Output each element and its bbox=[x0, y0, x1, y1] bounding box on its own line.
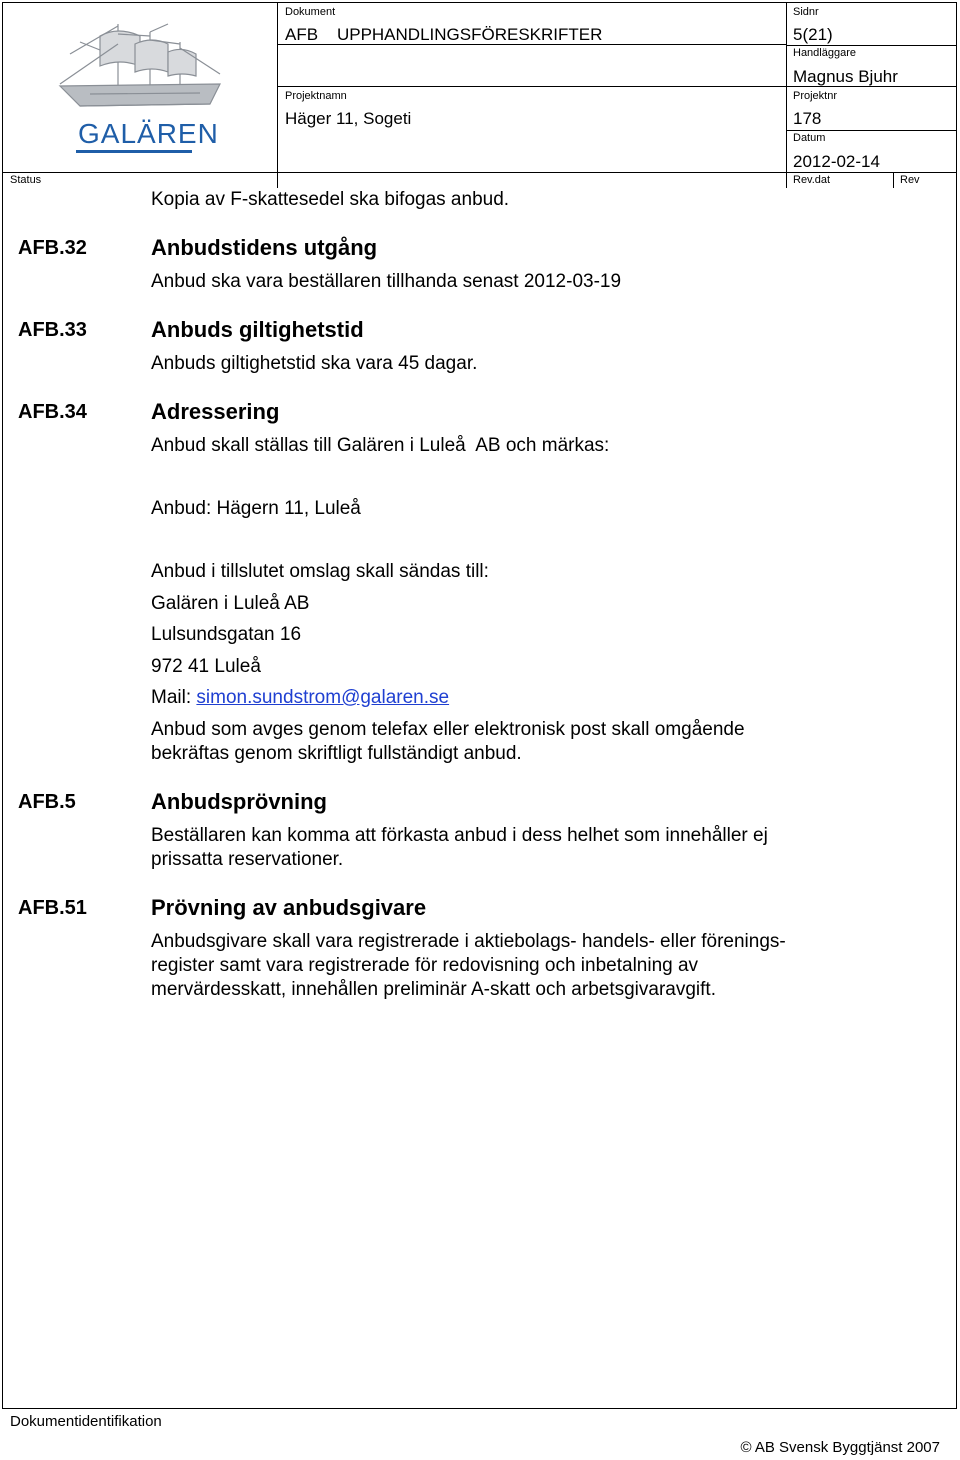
header-bottom-line bbox=[2, 172, 957, 173]
status-label: Status bbox=[10, 174, 42, 186]
section-code: AFB.33 bbox=[18, 319, 87, 341]
mail-line bbox=[151, 686, 449, 710]
header-row2-line bbox=[786, 45, 957, 46]
ship-icon bbox=[40, 14, 240, 124]
address-city: 972 41 Luleå bbox=[151, 656, 261, 677]
address-company: Galären i Luleå AB bbox=[151, 593, 310, 614]
section-title: Anbuds giltighetstid bbox=[151, 317, 364, 342]
section-text-line-2: register samt vara registrerade för redovisning och inbetalning av bbox=[151, 955, 699, 976]
address-street: Lulsundsgatan 16 bbox=[151, 624, 302, 645]
copyright-text: © AB Svensk Byggtjänst 2007 bbox=[740, 1439, 940, 1456]
header-divider-right bbox=[786, 2, 787, 188]
dokument-value: AFB UPPHANDLINGSFÖRESKRIFTER bbox=[285, 25, 603, 44]
section-title: Anbudstidens utgång bbox=[151, 235, 378, 260]
header-rev-divider bbox=[893, 172, 894, 188]
section-code: AFB.5 bbox=[18, 791, 76, 813]
revdat-label: Rev.dat bbox=[793, 174, 831, 186]
header-row4-line bbox=[786, 130, 957, 131]
page-frame bbox=[2, 2, 957, 1409]
logo-text: GALÄREN bbox=[78, 118, 219, 149]
section-code: AFB.34 bbox=[18, 401, 87, 423]
section-code: AFB.51 bbox=[18, 897, 87, 919]
sidnr-label: Sidnr bbox=[793, 6, 819, 18]
section-title: Adressering bbox=[151, 399, 280, 424]
galaren-logo bbox=[40, 14, 240, 164]
confirm-line-1: Anbud som avges genom telefax eller elektronisk post skall omgående bbox=[151, 719, 745, 740]
projektnamn-value: Häger 11, Sogeti bbox=[285, 109, 412, 128]
section-text-line-1: Beställaren kan komma att förkasta anbud i dess helhet som innehåller ej bbox=[151, 825, 768, 846]
section-text-line-3: mervärdesskatt, innehållen preliminär A-skatt och arbetsgivaravgift. bbox=[151, 979, 716, 1000]
mail-label: Mail: bbox=[151, 687, 197, 708]
projektnr-value: 178 bbox=[793, 109, 822, 128]
projektnamn-label: Projektnamn bbox=[285, 90, 347, 102]
dokument-label: Dokument bbox=[285, 6, 336, 18]
confirm-line-2: bekräftas genom skriftligt fullständigt anbud. bbox=[151, 743, 522, 764]
section-title: Prövning av anbudsgivare bbox=[151, 895, 427, 920]
mail-link[interactable]: simon.sundstrom@galaren.se bbox=[196, 687, 450, 708]
rev-label: Rev bbox=[900, 174, 920, 186]
header-divider-left bbox=[277, 2, 278, 188]
handlaggare-value: Magnus Bjuhr bbox=[793, 67, 898, 86]
logo-underline bbox=[76, 150, 192, 153]
section-text-line-1: Anbudsgivare skall vara registrerade i aktiebolags- handels- eller förenings- bbox=[151, 931, 786, 952]
datum-label: Datum bbox=[793, 132, 826, 144]
section-code: AFB.32 bbox=[18, 237, 87, 259]
projektnr-label: Projektnr bbox=[793, 90, 838, 102]
datum-value: 2012-02-14 bbox=[793, 152, 880, 171]
section-text: Anbud skall ställas till Galären i Luleå AB och märkas: bbox=[151, 435, 610, 456]
section-text: Anbuds giltighetstid ska vara 45 dagar. bbox=[151, 353, 478, 374]
doc-id-label: Dokumentidentifikation bbox=[10, 1413, 162, 1430]
sidnr-value: 5(21) bbox=[793, 25, 833, 44]
intro-line: Kopia av F-skattesedel ska bifogas anbud. bbox=[151, 189, 510, 210]
section-title: Anbudsprövning bbox=[151, 789, 327, 814]
section-text: Anbud ska vara beställaren tillhanda senast 2012-03-19 bbox=[151, 271, 622, 292]
handlaggare-label: Handläggare bbox=[793, 47, 856, 59]
section-text-line-2: prissatta reservationer. bbox=[151, 849, 344, 870]
marking-line: Anbud: Hägern 11, Luleå bbox=[151, 498, 361, 519]
address-intro: Anbud i tillslutet omslag skall sändas till: bbox=[151, 561, 489, 582]
